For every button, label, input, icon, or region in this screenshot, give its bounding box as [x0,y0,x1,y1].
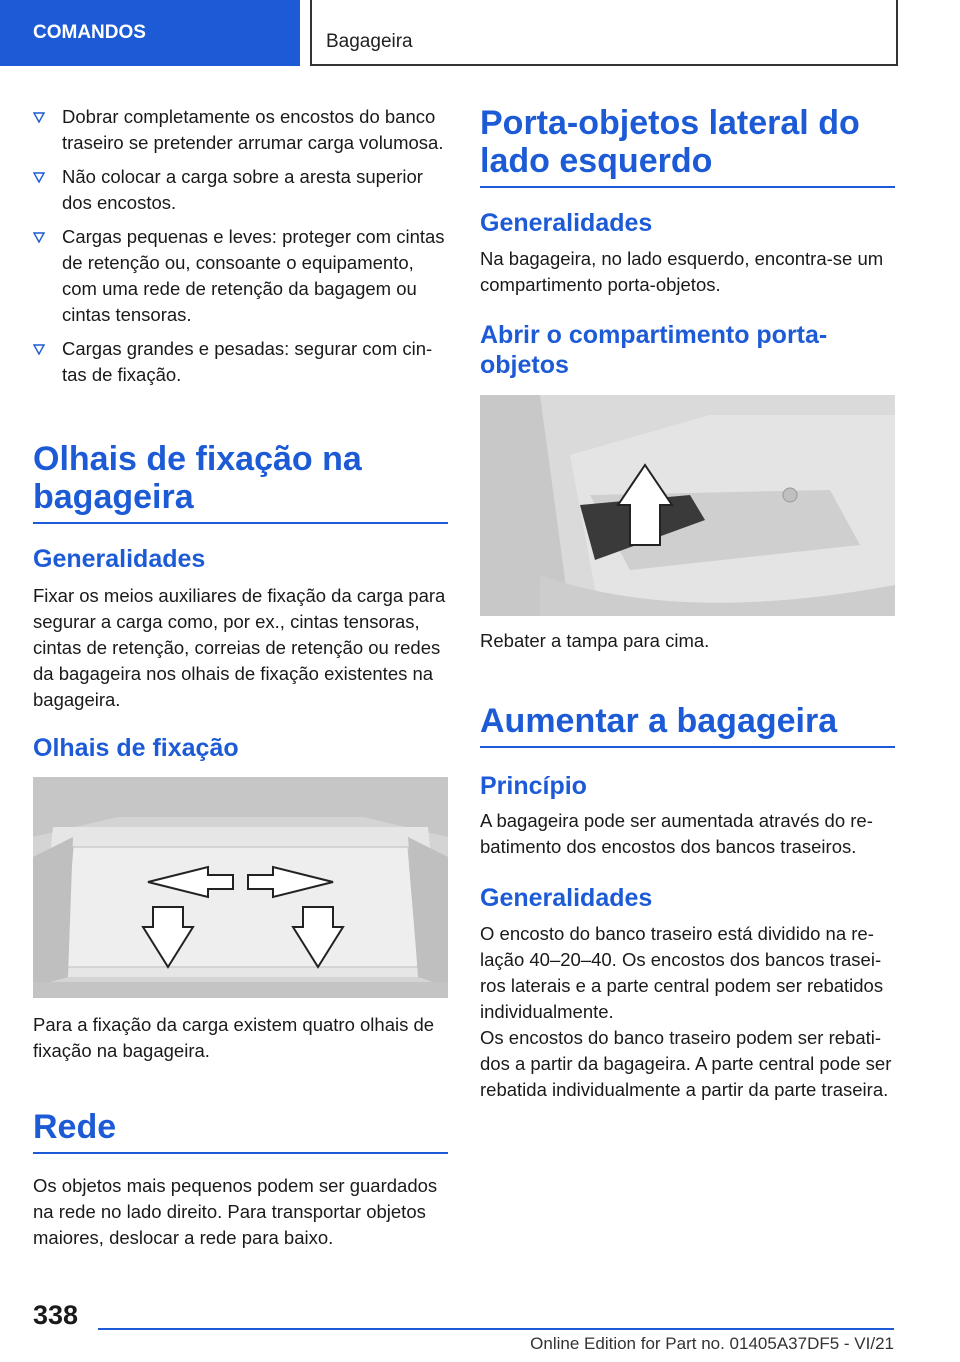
triangle-bullet-icon [33,232,45,244]
page-number: 338 [33,1300,79,1330]
generalidades2-paragraph-2: Os encostos do banco traseiro podem ser rebatidos a partir da bagageira. A parte central pode ser rebatida individualmente a partir da parte traseira. [480,1027,892,1100]
subheading-generalidades: Generalidades [33,545,206,573]
list-item [33,336,448,388]
subheading-generalidades: Generalidades [480,209,653,237]
chapter-title: Bagageira [310,0,898,66]
subheading-principio: Princípio [480,772,587,800]
bullet-text: Não colocar a carga sobre a aresta superior dos encostos. [62,166,423,213]
bullet-text: Dobrar completamente os encostos do banco traseiro se pretender arrumar carga volumosa. [62,106,444,153]
list-item [33,104,448,156]
generalidades-paragraph: Na bagageira, no lado esquerdo, encontra-se um compartimento porta-objetos. [480,248,884,295]
subheading-olhais: Olhais de fixação [33,734,239,762]
storage-compartment-image [480,395,895,616]
section-heading-aumentar: Aumentar a bagageira [480,702,895,748]
section-heading-rede: Rede [33,1108,448,1154]
bullet-list [33,104,448,396]
abrir-caption: Rebater a tampa para cima. [480,630,710,651]
bullet-text: Cargas grandes e pesadas: segurar com cintas de fixação. [62,338,433,385]
triangle-bullet-icon [33,172,45,184]
subheading-abrir: Abrir o compartimento porta-objetos [480,321,828,379]
edition-footer: Online Edition for Part no. 01405A37DF5 - VI/21 [530,1334,894,1353]
list-item [33,164,448,216]
triangle-bullet-icon [33,112,45,124]
footer-divider [98,1328,894,1330]
olhais-caption: Para a fixação da carga existem quatro olhais de fixação na bagageira. [33,1014,435,1061]
section-tab: COMANDOS [0,0,300,66]
principio-paragraph: A bagageira pode ser aumentada através do rebatimento dos encostos dos bancos traseiros. [480,810,873,857]
trunk-lashing-eyes-image [33,777,448,998]
section-heading-porta-objetos: Porta-objetos lateral do lado esquerdo [480,104,895,188]
triangle-bullet-icon [33,344,45,356]
subheading-generalidades-2: Generalidades [480,884,653,912]
section-heading-olhais: Olhais de fixação na bagageira [33,440,448,524]
generalidades2-paragraph-1: O encosto do banco traseiro está dividido na relação 40–20–40. Os encostos dos bancos traseiros laterais e a parte central podem ser rebatidos individualmente. [480,923,884,1022]
bullet-text: Cargas pequenas e leves: proteger com cintas de retenção ou, consoante o equipamento, com uma rede de retenção da bagagem ou cintas tensoras. [62,226,445,325]
list-item [33,224,448,328]
rede-paragraph: Os objetos mais pequenos podem ser guardados na rede no lado direito. Para transportar objetos maiores, deslocar a rede para baixo. [33,1175,438,1248]
generalidades-paragraph: Fixar os meios auxiliares de fixação da carga para segurar a carga como, por ex., cintas tensoras, cintas de retenção, correias de retenção ou redes da bagageira nos olhais de fixação existentes na bagageira. [33,585,446,710]
